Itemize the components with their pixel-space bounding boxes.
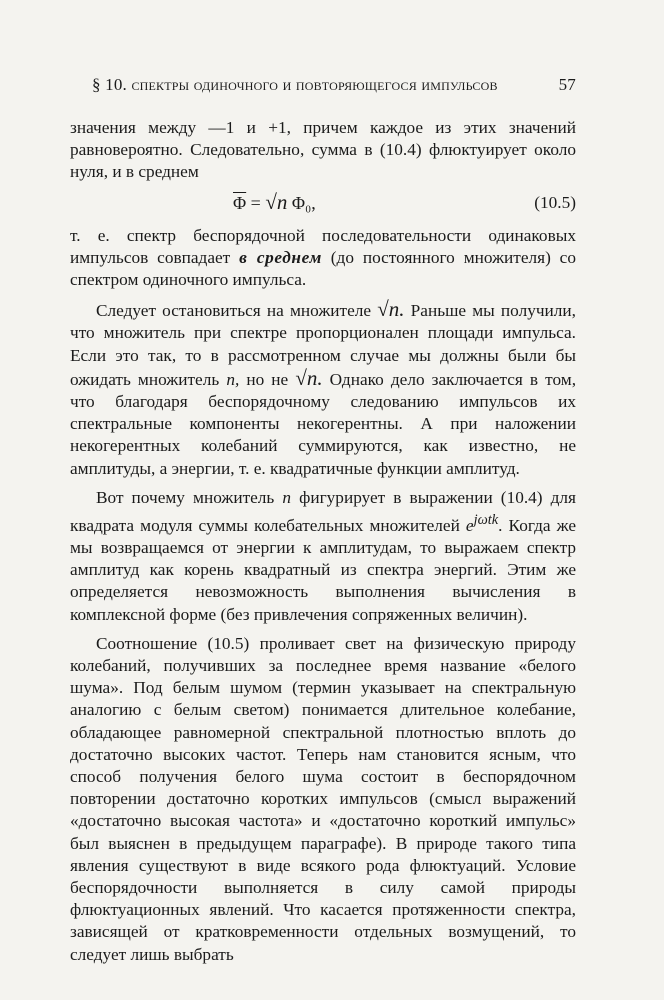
body-text (70, 117, 576, 966)
p2-b: Раньше мы получили, что множитель при спектре пропорционален площади импульса. Если это так, то в рассмотренном случае мы должны были бы ожидать множитель (70, 301, 576, 389)
p3-c: . Когда же мы возвращаемся от энергии к амплитудам, то выражаем спектр амплитуд как корень квадратный из спектра энергий. Этим же определяется невозможность выполнения вычисления в комплексной форме (без привлечения сопряженных величин). (70, 515, 577, 624)
section-title: спектры одиночного и повторяющегося импульсов (131, 75, 498, 94)
section-number: § 10. (92, 75, 127, 94)
paragraph-1-continued (70, 225, 576, 292)
exponential-power: jωtk (473, 512, 499, 529)
p2-a: Следует остановиться на множителе (96, 301, 372, 321)
p3-a: Вот почему множитель (96, 487, 275, 507)
p3-b: фигурирует в выражении (10.4) для квадрата модуля суммы колебательных множителей (70, 487, 576, 535)
equation-lhs: $\overline{\Phi}$ (233, 193, 247, 213)
p2-c: но не (246, 369, 289, 389)
page-number: 57 (558, 75, 576, 94)
paragraph-2 (70, 298, 576, 480)
equation-10-5 (70, 186, 576, 220)
sqrt-n-1: √n. (377, 297, 405, 322)
running-header (92, 75, 576, 95)
equation-equals: = (250, 193, 261, 213)
header-left (92, 75, 498, 95)
emphasis-in-average: в среднем (239, 247, 322, 267)
p1-after-b: (до постоянного множителя) со спектром одиночного импульса. (70, 247, 576, 290)
equation-rhs: Φ₀, (291, 193, 316, 213)
paragraph-1: значения между —1 и +1, причем каждое из этих значений равновероятно. Следовательно, сумма в (10.4) флюктуирует около нуля, и в среднем (70, 118, 576, 182)
exponential-base: e (465, 515, 474, 535)
n-variable-2: n (282, 487, 292, 507)
paragraph-3 (70, 487, 576, 626)
equation-sqrt: √n (265, 190, 288, 214)
p2-d: Однако дело заключается в том, что благодаря беспорядочному следованию импульсов их спектральные компоненты некогерентны. А при наложении некогерентных колебаний суммируются, как известно, не амплитуды, а энергии, т. е. квадратичные функции амплитуд. (70, 369, 577, 478)
paragraph-4: Соотношение (10.5) проливает свет на физическую природу колебаний, получивших за последнее время название «белого шума». Под белым шумом (термин указывает на спектральную аналогию с белым светом) понимается длительное колебание, обладающее равномерной спектральной плотностью вплоть до достаточно высоких частот. Теперь нам становится ясным, что способ получения белого шума состоит в беспорядочном повторении достаточно коротких импульсов (смысл выражений «достаточно высокая частота» и «достаточно короткий импульс» был выяснен в предыдущем параграфе). В природе такого типа явления существуют в виде всякого рода флюктуаций. Условие беспорядочности выполняется в силу самой природы флюктуационных явлений. Что касается протяженности спектра, зависящей от кратковременности отдельных возмущений, то следует лишь выбрать (70, 633, 576, 964)
n-variable: n, (226, 369, 240, 389)
sqrt-n-2: √n. (295, 365, 323, 390)
p1-after-a: т. е. спектр беспорядочной последовательности одинаковых импульсов совпадает (70, 225, 576, 267)
equation-label: (10.5) (534, 192, 576, 212)
equation-expression (233, 191, 316, 214)
